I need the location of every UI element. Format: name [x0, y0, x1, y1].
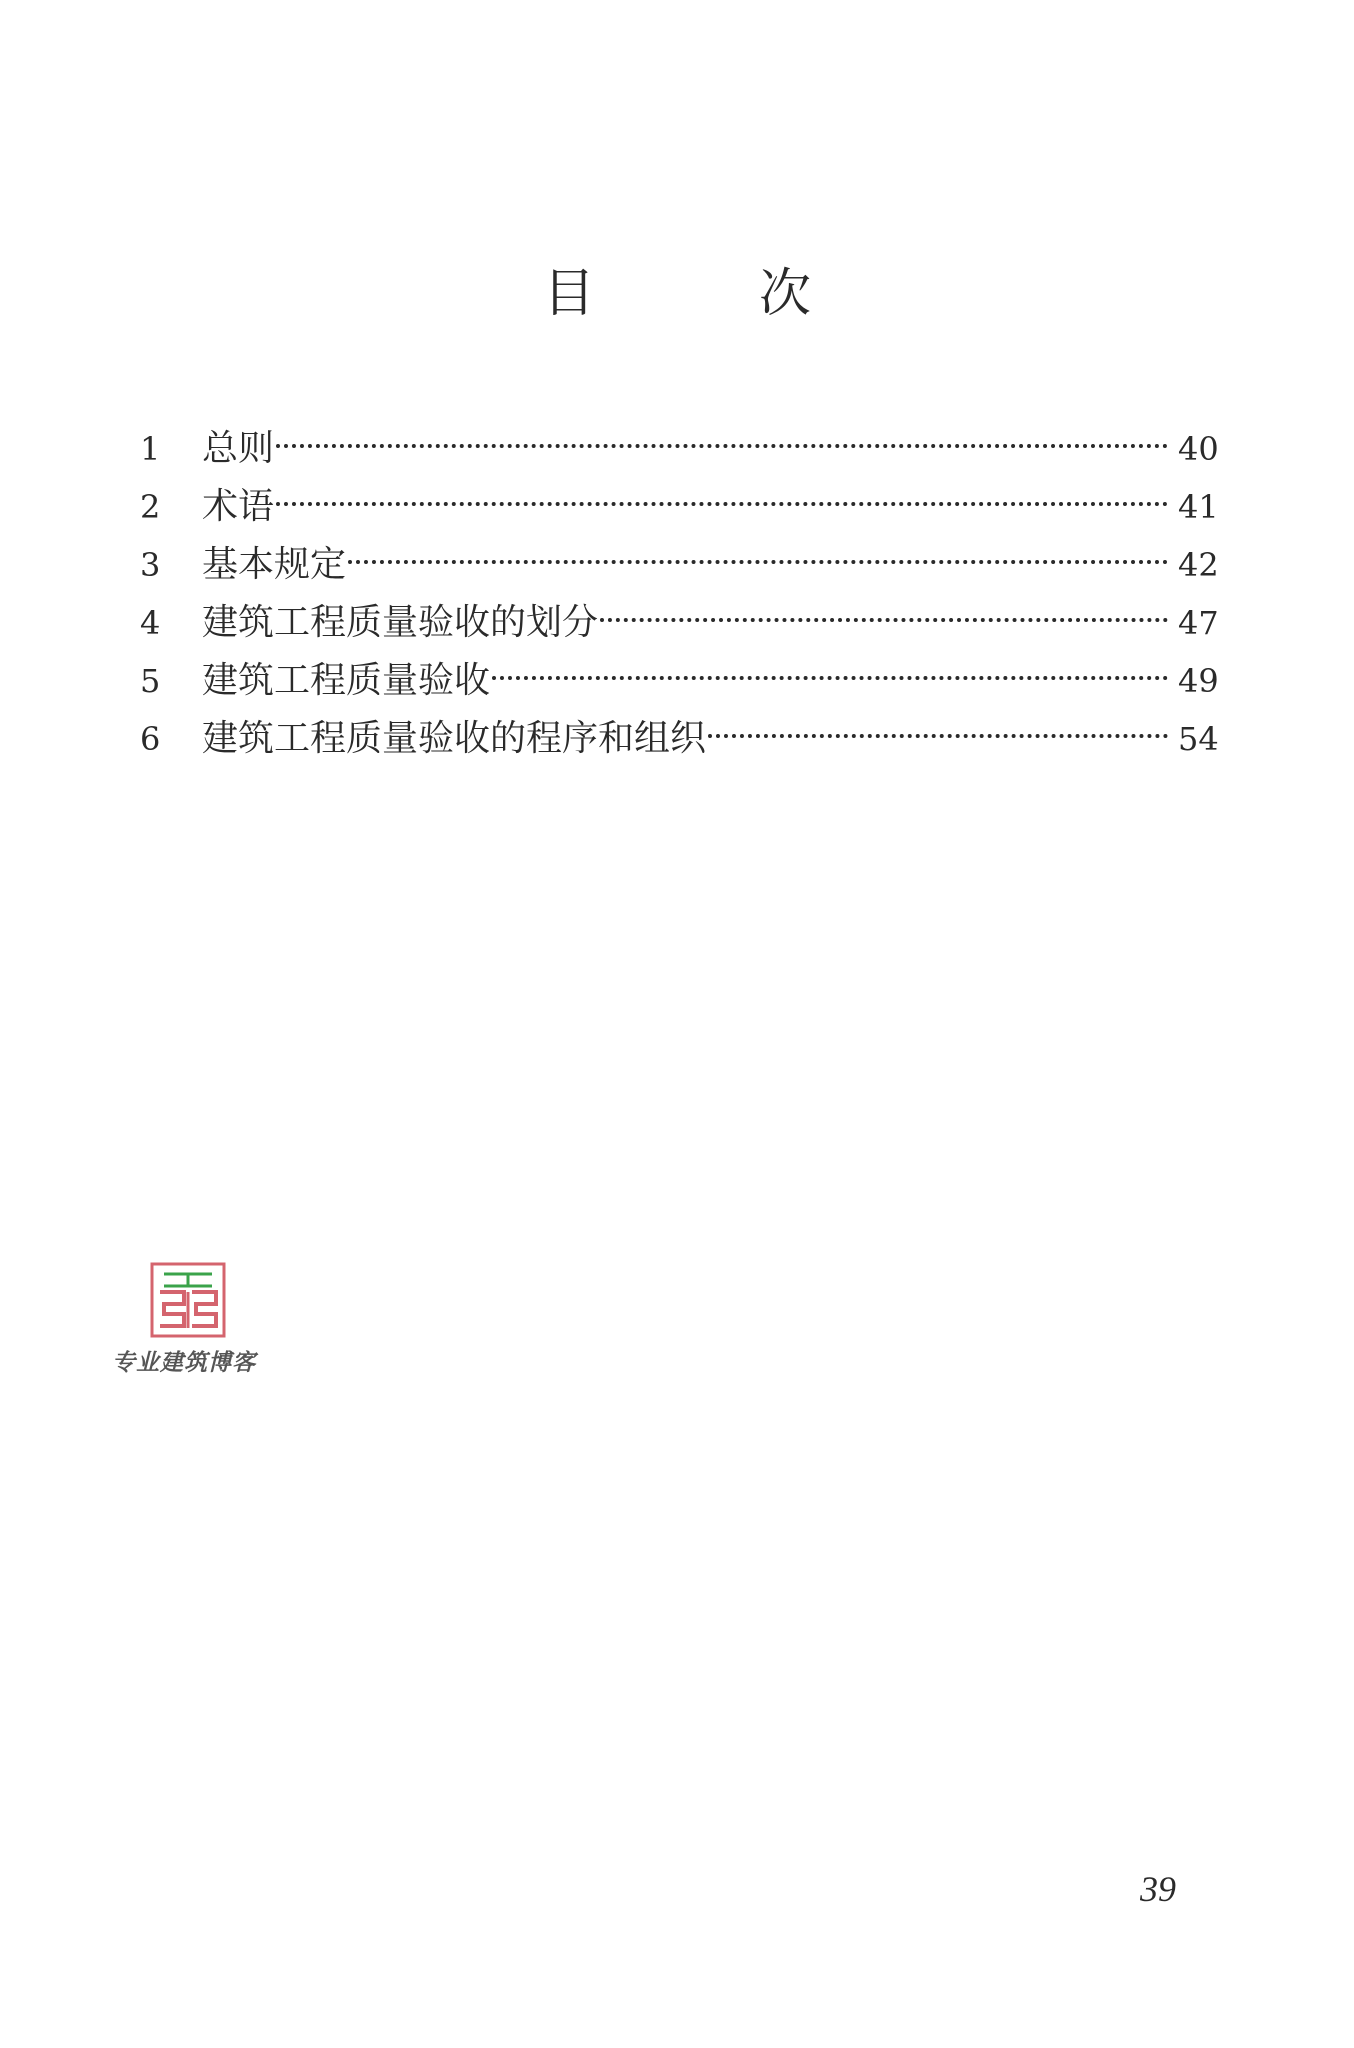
toc-entry-number: 2	[140, 488, 161, 526]
toc-dot-leader	[276, 502, 1168, 506]
toc-dot-leader	[276, 444, 1168, 448]
watermark-caption: 专业建筑博客	[112, 1349, 256, 1376]
toc-entry-page: 42	[1178, 546, 1219, 584]
page-title: 目 次	[542, 264, 867, 324]
toc-entry-page: 41	[1178, 488, 1219, 526]
toc-entry-number: 1	[140, 430, 161, 468]
toc-entry-page: 47	[1178, 604, 1219, 642]
toc-entry-page: 49	[1178, 662, 1219, 700]
page-number: 39	[1140, 1869, 1176, 1909]
toc-entry-title: 基本规定	[202, 544, 347, 585]
toc-dot-leader	[492, 676, 1168, 680]
toc-entry-5[interactable]	[140, 652, 1218, 710]
toc-entry-title: 建筑工程质量验收	[202, 660, 491, 701]
toc-entry-number: 6	[140, 720, 161, 758]
toc-dot-leader	[600, 618, 1168, 622]
toc-entry-3[interactable]	[140, 536, 1218, 594]
toc-entry-title: 术语	[202, 486, 275, 527]
toc-dot-leader	[348, 560, 1168, 564]
toc-entry-1[interactable]	[140, 420, 1218, 478]
toc-dot-leader	[708, 734, 1168, 738]
toc-entry-6[interactable]	[140, 710, 1218, 768]
toc-entry-number: 4	[140, 604, 161, 642]
toc-entry-title: 总则	[202, 428, 275, 469]
toc-entry-number: 3	[140, 546, 161, 584]
table-of-contents	[140, 420, 1218, 768]
toc-entry-page: 54	[1178, 720, 1219, 758]
toc-entry-page: 40	[1178, 430, 1219, 468]
toc-entry-4[interactable]	[140, 594, 1218, 652]
watermark-seal-icon	[150, 1262, 226, 1338]
toc-entry-number: 5	[140, 662, 161, 700]
toc-entry-title: 建筑工程质量验收的划分	[202, 602, 599, 643]
toc-entry-2[interactable]	[140, 478, 1218, 536]
toc-entry-title: 建筑工程质量验收的程序和组织	[202, 718, 707, 759]
